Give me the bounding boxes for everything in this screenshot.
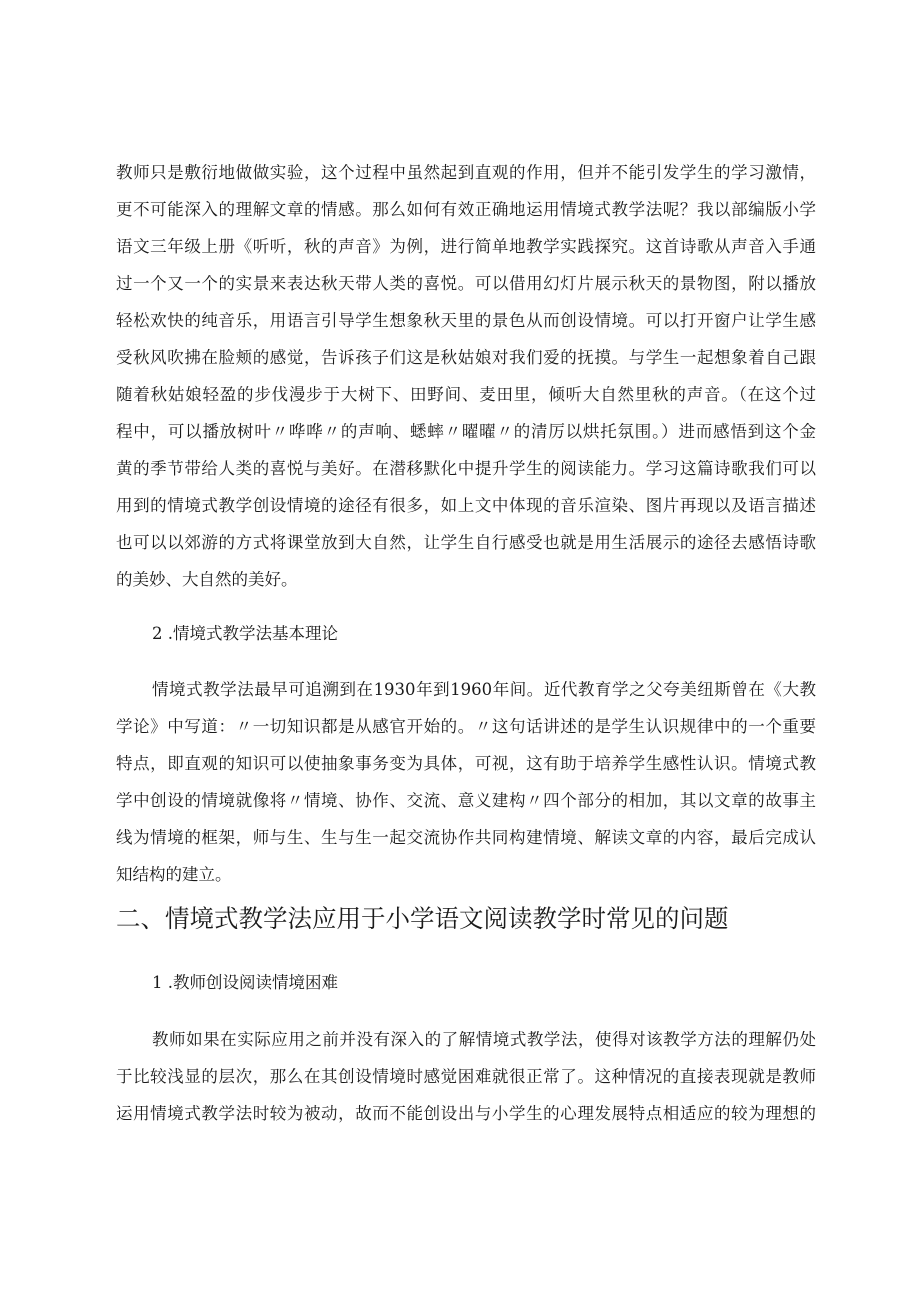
paragraph-line: 黄的季节带给人类的喜悦与美好。在潜移默化中提升学生的阅读能力。学习这篇诗歌我们可以 [116,459,816,478]
paragraph-line: 教师如果在实际应用之前并没有深入的了解情境式教学法，使得对该教学方法的理解仍处 [152,1030,816,1049]
paragraph-line: 的美妙、大自然的美好。 [116,570,298,589]
paragraph-line: 运用情境式教学法时较为被动，故而不能创设出与小学生的心理发展特点相适应的较为理想的 [116,1104,816,1123]
paragraph-line: 随着秋姑娘轻盈的步伐漫步于大树下、田野间、麦田里，倾听大自然里秋的声音。（在这个过 [116,385,816,404]
paragraph-line: 受秋风吹拂在脸颊的感觉，告诉孩子们这是秋姑娘对我们爱的抚摸。与学生一起想象着自己跟 [116,348,816,367]
paragraph-line: 更不可能深入的理解文章的情感。那么如何有效正确地运用情境式教学法呢？我以部编版小学 [116,200,816,219]
paragraph-line: 于比较浅显的层次，那么在其创设情境时感觉困难就很正常了。这种情况的直接表现就是教师 [116,1067,816,1086]
paragraph-line: 情境式教学法最早可追溯到在1930年到1960年间。近代教育学之父夸美纽斯曾在《大教 [152,680,816,699]
section-heading: 2 .情境式教学法基本理论 [152,624,338,643]
paragraph-line: 学中创设的情境就像将〃情境、协作、交流、意义建构〃四个部分的相加，其以文章的故事主 [116,791,816,810]
chapter-heading: 二、情境式教学法应用于小学语文阅读教学时常见的问题 [116,904,729,933]
paragraph-line: 轻松欢快的纯音乐，用语言引导学生想象秋天里的景色从而创设情境。可以打开窗户让学生感 [116,311,816,330]
paragraph-line: 知结构的建立。 [116,865,232,884]
paragraph-line: 语文三年级上册《听听，秋的声音》为例，进行简单地教学实践探究。这首诗歌从声音入手通 [116,237,816,256]
paragraph-line: 线为情境的框架，师与生、生与生一起交流协作共同构建情境、解读文章的内容，最后完成认 [116,828,816,847]
paragraph-line: 程中，可以播放树叶〃哗哗〃的声响、蟋蟀〃曜曜〃的清厉以烘托氛围。）进而感悟到这个金 [116,422,816,441]
paragraph-line: 特点，即直观的知识可以使抽象事务变为具体，可视，这有助于培养学生感性认识。情境式教 [116,754,816,773]
subsection-heading: 1 .教师创设阅读情境困难 [152,973,338,992]
paragraph-line: 教师只是敷衍地做做实验，这个过程中虽然起到直观的作用，但并不能引发学生的学习激情， [116,163,816,182]
paragraph-line: 也可以以郊游的方式将课堂放到大自然，让学生自行感受也就是用生活展示的途径去感悟诗歌 [116,533,816,552]
paragraph-line: 学论》中写道：〃一切知识都是从感官开始的。〃这句话讲述的是学生认识规律中的一个重要 [116,717,816,736]
paragraph-line: 过一个又一个的实景来表达秋天带人类的喜悦。可以借用幻灯片展示秋天的景物图，附以播放 [116,274,816,293]
paragraph-line: 用到的情境式教学创设情境的途径有很多，如上文中体现的音乐渲染、图片再现以及语言描述 [116,496,816,515]
